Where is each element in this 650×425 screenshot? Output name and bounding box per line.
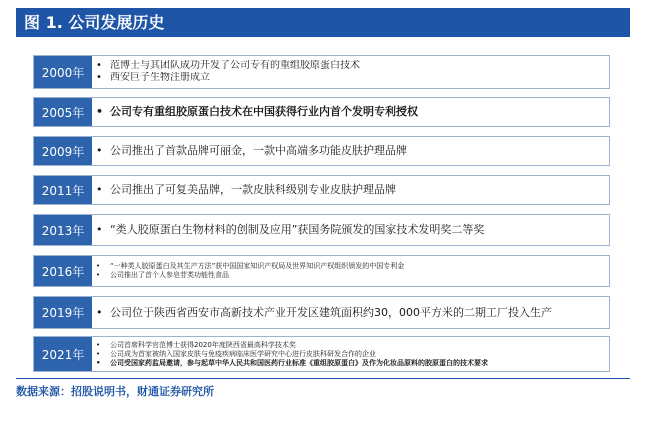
year-label: 2019年 (34, 297, 93, 328)
timeline-item: • 范博士与其团队成功开发了公司专有的重组胶原蛋白技术 (96, 60, 360, 71)
timeline-item: • 公司推出了首个人参皂苷类功能性食品 (96, 271, 229, 279)
bullet-icon: • (96, 144, 103, 157)
figure-title: 图 1. 公司发展历史 (16, 8, 630, 37)
bullet-icon: • (96, 271, 101, 279)
year-label: 2021年 (34, 337, 93, 371)
bullet-icon: • (96, 305, 103, 319)
year-label: 2013年 (34, 215, 93, 245)
timeline-item: • 公司推出了首款品牌可丽金，一款中高端多功能皮肤护理品牌 (96, 144, 407, 157)
year-label: 2005年 (34, 98, 93, 126)
timeline-row-2021 (33, 336, 610, 372)
bullet-icon: • (96, 72, 102, 83)
year-label: 2016年 (34, 256, 93, 286)
timeline-item: • 公司受国家药监局邀请，参与起草中华人民共和国医药行业标准《重组胶原蛋白》及作为化妆品原料的胶原蛋白的技术要求 (96, 358, 488, 367)
bullet-icon: • (96, 105, 104, 118)
divider (16, 378, 630, 379)
timeline-item: • 公司位于陕西省西安市高新技术产业开发区建筑面积约30，000平方米的二期工厂投入生产 (96, 305, 552, 319)
bullet-icon: • (96, 223, 103, 236)
bullet-icon: • (96, 183, 103, 196)
timeline-row-2019 (33, 296, 610, 329)
timeline-row-2016 (33, 255, 610, 287)
bullet-icon: • (96, 340, 101, 349)
bullet-icon: • (96, 349, 101, 358)
timeline-item: • 公司首席科学官范博士获得2020年度陕西省最高科学技术奖 (96, 340, 296, 349)
timeline-item: • “一种类人胶原蛋白及其生产方法”获中国国家知识产权局及世界知识产权组织颁发的中国专利金 (96, 262, 405, 270)
year-label: 2009年 (34, 137, 93, 165)
timeline-item: • 公司推出了可复美品牌，一款皮肤科级别专业皮肤护理品牌 (96, 183, 396, 196)
source-note: 数据来源：招股说明书，财通证券研究所 (16, 385, 214, 398)
timeline-item: • 公司成为首家被纳入国家皮肤与免疫疾病临床医学研究中心进行皮肤科研发合作的企业 (96, 349, 376, 358)
timeline-row-2000 (33, 55, 610, 89)
bullet-icon: • (96, 262, 101, 270)
bullet-icon: • (96, 358, 101, 367)
timeline-row-2013 (33, 214, 610, 246)
year-label: 2011年 (34, 176, 93, 204)
timeline-row-2005 (33, 97, 610, 127)
timeline-item: • 西安巨子生物注册成立 (96, 72, 210, 83)
timeline-item: • 公司专有重组胶原蛋白技术在中国获得行业内首个发明专利授权 (96, 105, 418, 118)
timeline-row-2011 (33, 175, 610, 205)
timeline-row-2009 (33, 136, 610, 166)
timeline-item: • “类人胶原蛋白生物材料的创制及应用”获国务院颁发的国家技术发明奖二等奖 (96, 223, 485, 236)
year-label: 2000年 (34, 56, 93, 88)
bullet-icon: • (96, 60, 102, 71)
